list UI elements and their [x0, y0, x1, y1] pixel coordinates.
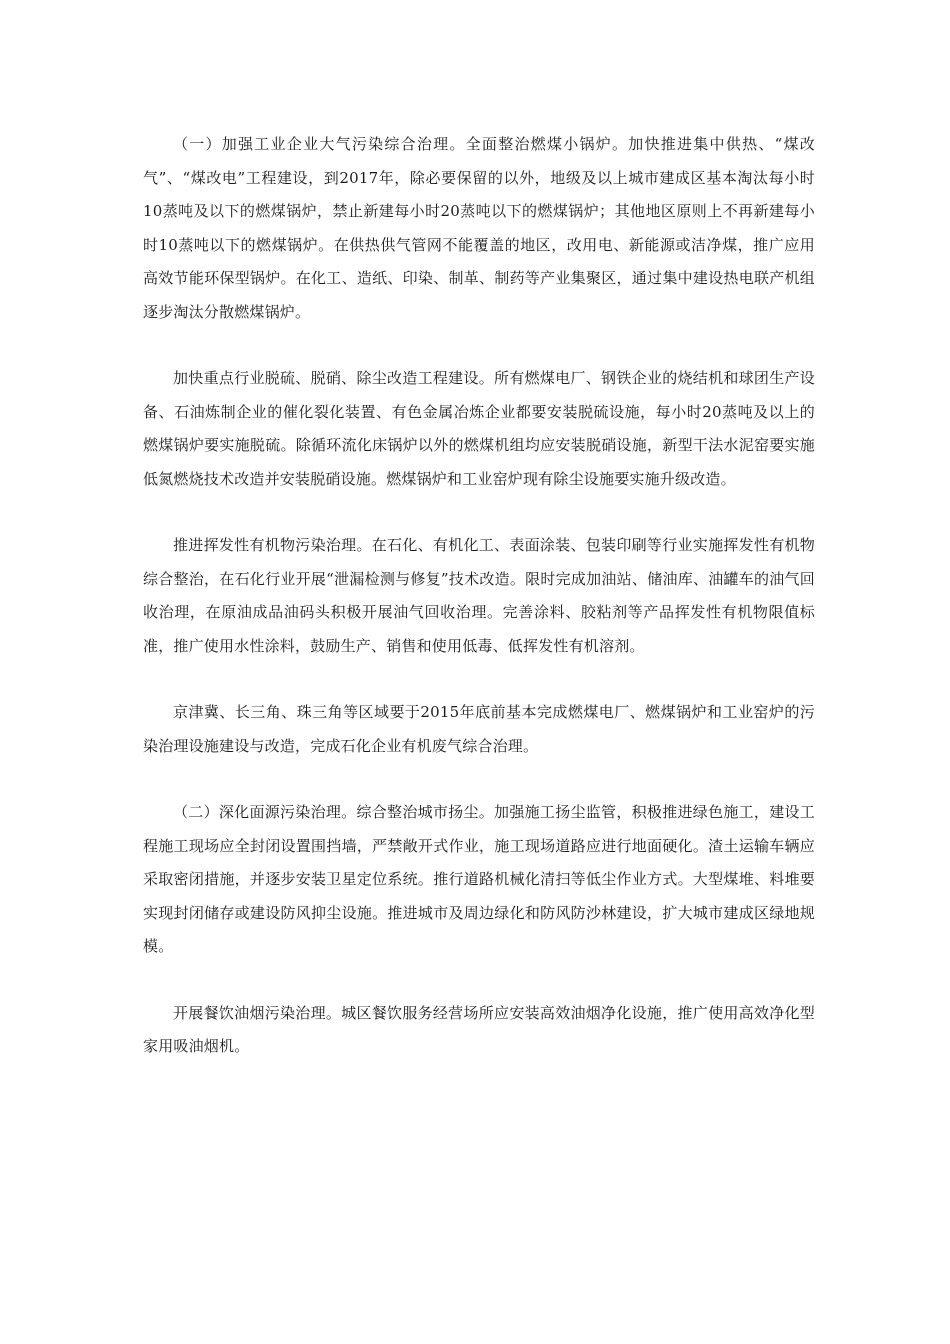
paragraph-desulfurization: 加快重点行业脱硫、脱硝、除尘改造工程建设。所有燃煤电厂、钢铁企业的烧结机和球团生产设备、石油炼制企业的催化裂化装置、有色金属冶炼企业都要安装脱硫设施，每小时20蒸吨及以上的燃煤锅炉要实施脱硫。除循环流化床锅炉以外的燃煤机组均应安装脱硝设施，新型干法水泥窑要实施低氮燃烧技术改造并安装脱硝设施。燃煤锅炉和工业窑炉现有除尘设施要实施升级改造。 — [143, 369, 815, 488]
paragraph-voc-treatment: 推进挥发性有机物污染治理。在石化、有机化工、表面涂装、包装印刷等行业实施挥发性有机物综合整治，在石化行业开展“泄漏检测与修复”技术改造。限时完成加油站、储油库、油罐车的油气回收治理，在原油成品油码头积极开展油气回收治理。完善涂料、胶粘剂等产品挥发性有机物限值标准，推广使用水性涂料，鼓励生产、销售和使用低毒、低挥发性有机溶剂。 — [143, 536, 815, 655]
paragraph-surface-source: （二）深化面源污染治理。综合整治城市扬尘。加强施工扬尘监管，积极推进绿色施工，建设工程施工现场应全封闭设置围挡墙，严禁敞开式作业，施工现场道路应进行地面硬化。渣土运输车辆应采取密闭措施，并逐步安装卫星定位系统。推行道路机械化清扫等低尘作业方式。大型煤堆、料堆要实现封闭储存或建设防风抑尘设施。推进城市及周边绿化和防风防沙林建设，扩大城市建成区绿地规模。 — [143, 803, 815, 955]
paragraph-regional-deadline: 京津冀、长三角、珠三角等区域要于2015年底前基本完成燃煤电厂、燃煤锅炉和工业窑炉的污染治理设施建设与改造，完成石化企业有机废气综合治理。 — [143, 703, 815, 755]
paragraph-industrial-pollution: （一）加强工业企业大气污染综合治理。全面整治燃煤小锅炉。加快推进集中供热、“煤改气”、“煤改电”工程建设，到2017年，除必要保留的以外，地级及以上城市建成区基本淘汰每小时10蒸吨及以下的燃煤锅炉，禁止新建每小时20蒸吨以下的燃煤锅炉；其他地区原则上不再新建每小时10蒸吨以下的燃煤锅炉。在供热供气管网不能覆盖的地区，改用电、新能源或洁净煤，推广应用高效节能环保型锅炉。在化工、造纸、印染、制革、制药等产业集聚区，通过集中建设热电联产机组逐步淘汰分散燃煤锅炉。 — [143, 135, 815, 321]
paragraph-cooking-fumes: 开展餐饮油烟污染治理。城区餐饮服务经营场所应安装高效油烟净化设施，推广使用高效净化型家用吸油烟机。 — [143, 1003, 815, 1055]
document-body — [143, 128, 815, 1097]
